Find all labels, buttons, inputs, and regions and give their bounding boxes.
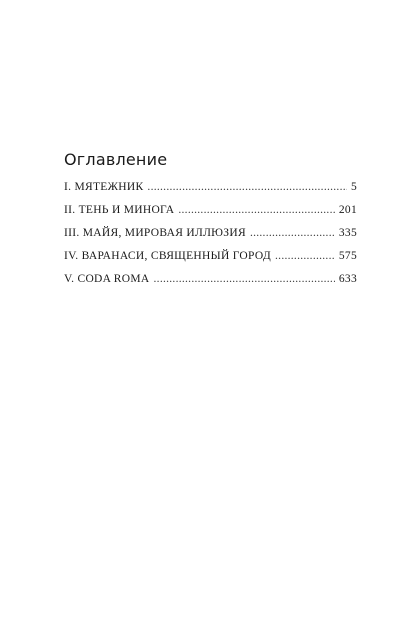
toc-entry-page: 575 xyxy=(338,250,357,262)
toc-entry-label: II. ТЕНЬ И МИНОГА xyxy=(64,204,175,216)
toc-entry-label: V. CODA ROMA xyxy=(64,273,150,285)
table-of-contents xyxy=(64,181,357,296)
toc-entry-label: I. МЯТЕЖНИК xyxy=(64,181,144,193)
page-title: Оглавление xyxy=(64,150,168,169)
toc-entry-page: 633 xyxy=(338,273,357,285)
toc-entry-page: 201 xyxy=(338,204,357,216)
toc-entry-page: 5 xyxy=(350,181,357,193)
toc-entry-1[interactable] xyxy=(64,181,357,204)
toc-leader-dots xyxy=(178,204,334,216)
toc-entry-3[interactable] xyxy=(64,227,357,250)
toc-entry-4[interactable] xyxy=(64,250,357,273)
toc-leader-dots xyxy=(154,273,335,285)
toc-leader-dots xyxy=(250,227,335,239)
toc-leader-dots xyxy=(275,250,335,262)
toc-entry-label: IV. ВАРАНАСИ, СВЯЩЕННЫЙ ГОРОД xyxy=(64,250,272,262)
toc-entry-5[interactable] xyxy=(64,273,357,296)
toc-leader-dots xyxy=(147,181,347,193)
toc-entry-label: III. МАЙЯ, МИРОВАЯ ИЛЛЮЗИЯ xyxy=(64,227,246,239)
toc-entry-page: 335 xyxy=(338,227,357,239)
toc-entry-2[interactable] xyxy=(64,204,357,227)
